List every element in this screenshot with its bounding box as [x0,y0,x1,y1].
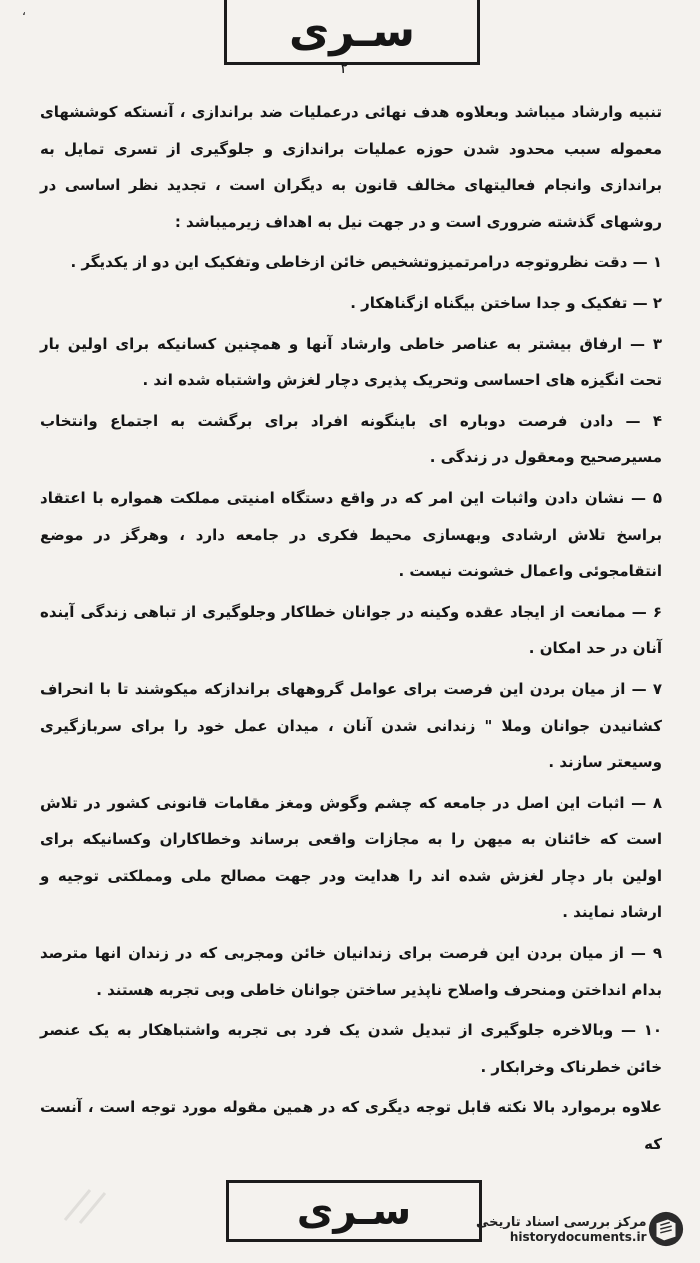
paper-fold-mark [60,1185,130,1225]
classification-label-bottom: سـری [296,1188,412,1234]
list-item: ۳ — ارفاق بیشتر به عناصر خاطی وارشاد آنها و همچنین کسانیکه برای اولین بار تحت انگیزه های احساسی وتحریک پذیری دچار لغزش واشتباه شده اند . [40,334,662,390]
list-item: ۹ — از میان بردن این فرصت برای زندانیان خائن ومجربی که در زندان انها مترصد بدام انداختن ومنحرف واصلاح ناپذیر ساختن جوانان خاطی وبی تجربه هستند . [40,944,662,999]
list-item: ۵ — نشان دادن واثبات این امر که در واقع دستگاه امنیتی مملکت همواره با اعتقاد براسخ تلاش ارشادی وبهسازی محیط فکری در جامعه دارد ، وهرگز در موضع انتقامجوئی واعمال خشونت نیست . [40,488,662,581]
closing-line: علاوه برموارد بالا نکته قابل توجه دیگری که در همین مقوله مورد توجه است ، آنست که [40,1098,662,1154]
watermark-url[interactable]: historydocuments.ir [509,1229,647,1244]
classification-label-top: سـری [288,5,415,57]
list-item: ۱ — دقت نظروتوجه درامرتمیزوتشخیص خائن ازخاطی وتفکیک این دو از یکدیگر . [70,253,662,272]
list-item: ۶ — ممانعت از ایجاد عقده وکینه در جوانان خطاکار وجلوگیری از تباهی زندگی آینده آنان در حد امکان . [40,602,662,658]
corner-mark: ، [22,4,26,18]
list-item: ۴ — دادن فرصت دوباره ای باینگونه افراد برای برگشت به اجتماع وانتخاب مسیرصحیح ومعقول در زندگی . [40,411,662,467]
watermark-title: مرکز بررسی اسناد تاریخی [476,1214,647,1230]
archive-watermark [470,1198,696,1260]
list-item: ۸ — اثبات این اصل در جامعه که چشم وگوش ومغز مقامات قانونی کشور در تلاش است که خائنان به میهن را به مجازات واقعی برساند وخطاکاران وکسانیکه برای اولین بار دچار لغزش شده اند را هدایت ودر جهت مصالح ملی ومملکتی توجیه و ارشاد نمایند . [40,793,662,922]
document-body [40,94,662,1167]
watermark-text [476,1215,647,1244]
list-item: ۷ — از میان بردن این فرصت برای عوامل گروههای براندازکه میکوشند تا با انحراف کشانیدن جوانان وملا " زندانی شدن آنان ، میدان عمل خود را برای سربازگیری وسیعتر سازند . [40,679,662,772]
classification-stamp-top [224,0,480,65]
classification-stamp-bottom [226,1180,482,1242]
intro-paragraph: تنبیه وارشاد میباشد وبعلاوه هدف نهائی درعملیات ضد براندازی ، آنستکه کوششهای معموله سبب محدود شدن حوزه عملیات براندازی و جلوگیری از تسری تمایل به براندازی وانجام فعالیتهای مخالف قانون به دیگران است ، تجدید نظر اساسی در روشهای گذشته ضروری است و در جهت نیل به اهداف زیرمیباشد : [40,103,662,231]
list-item: ۱۰ — وبالاخره جلوگیری از تبدیل شدن یک فرد بی تجربه واشتباهکار به یک عنصر خائن خطرناک وخرابکار . [40,1021,662,1076]
archive-logo-icon [647,1210,685,1248]
list-item: ۲ — تفکیک و جدا ساختن بیگناه ازگناهکار . [350,293,662,312]
page-number: ۲ [340,58,349,77]
